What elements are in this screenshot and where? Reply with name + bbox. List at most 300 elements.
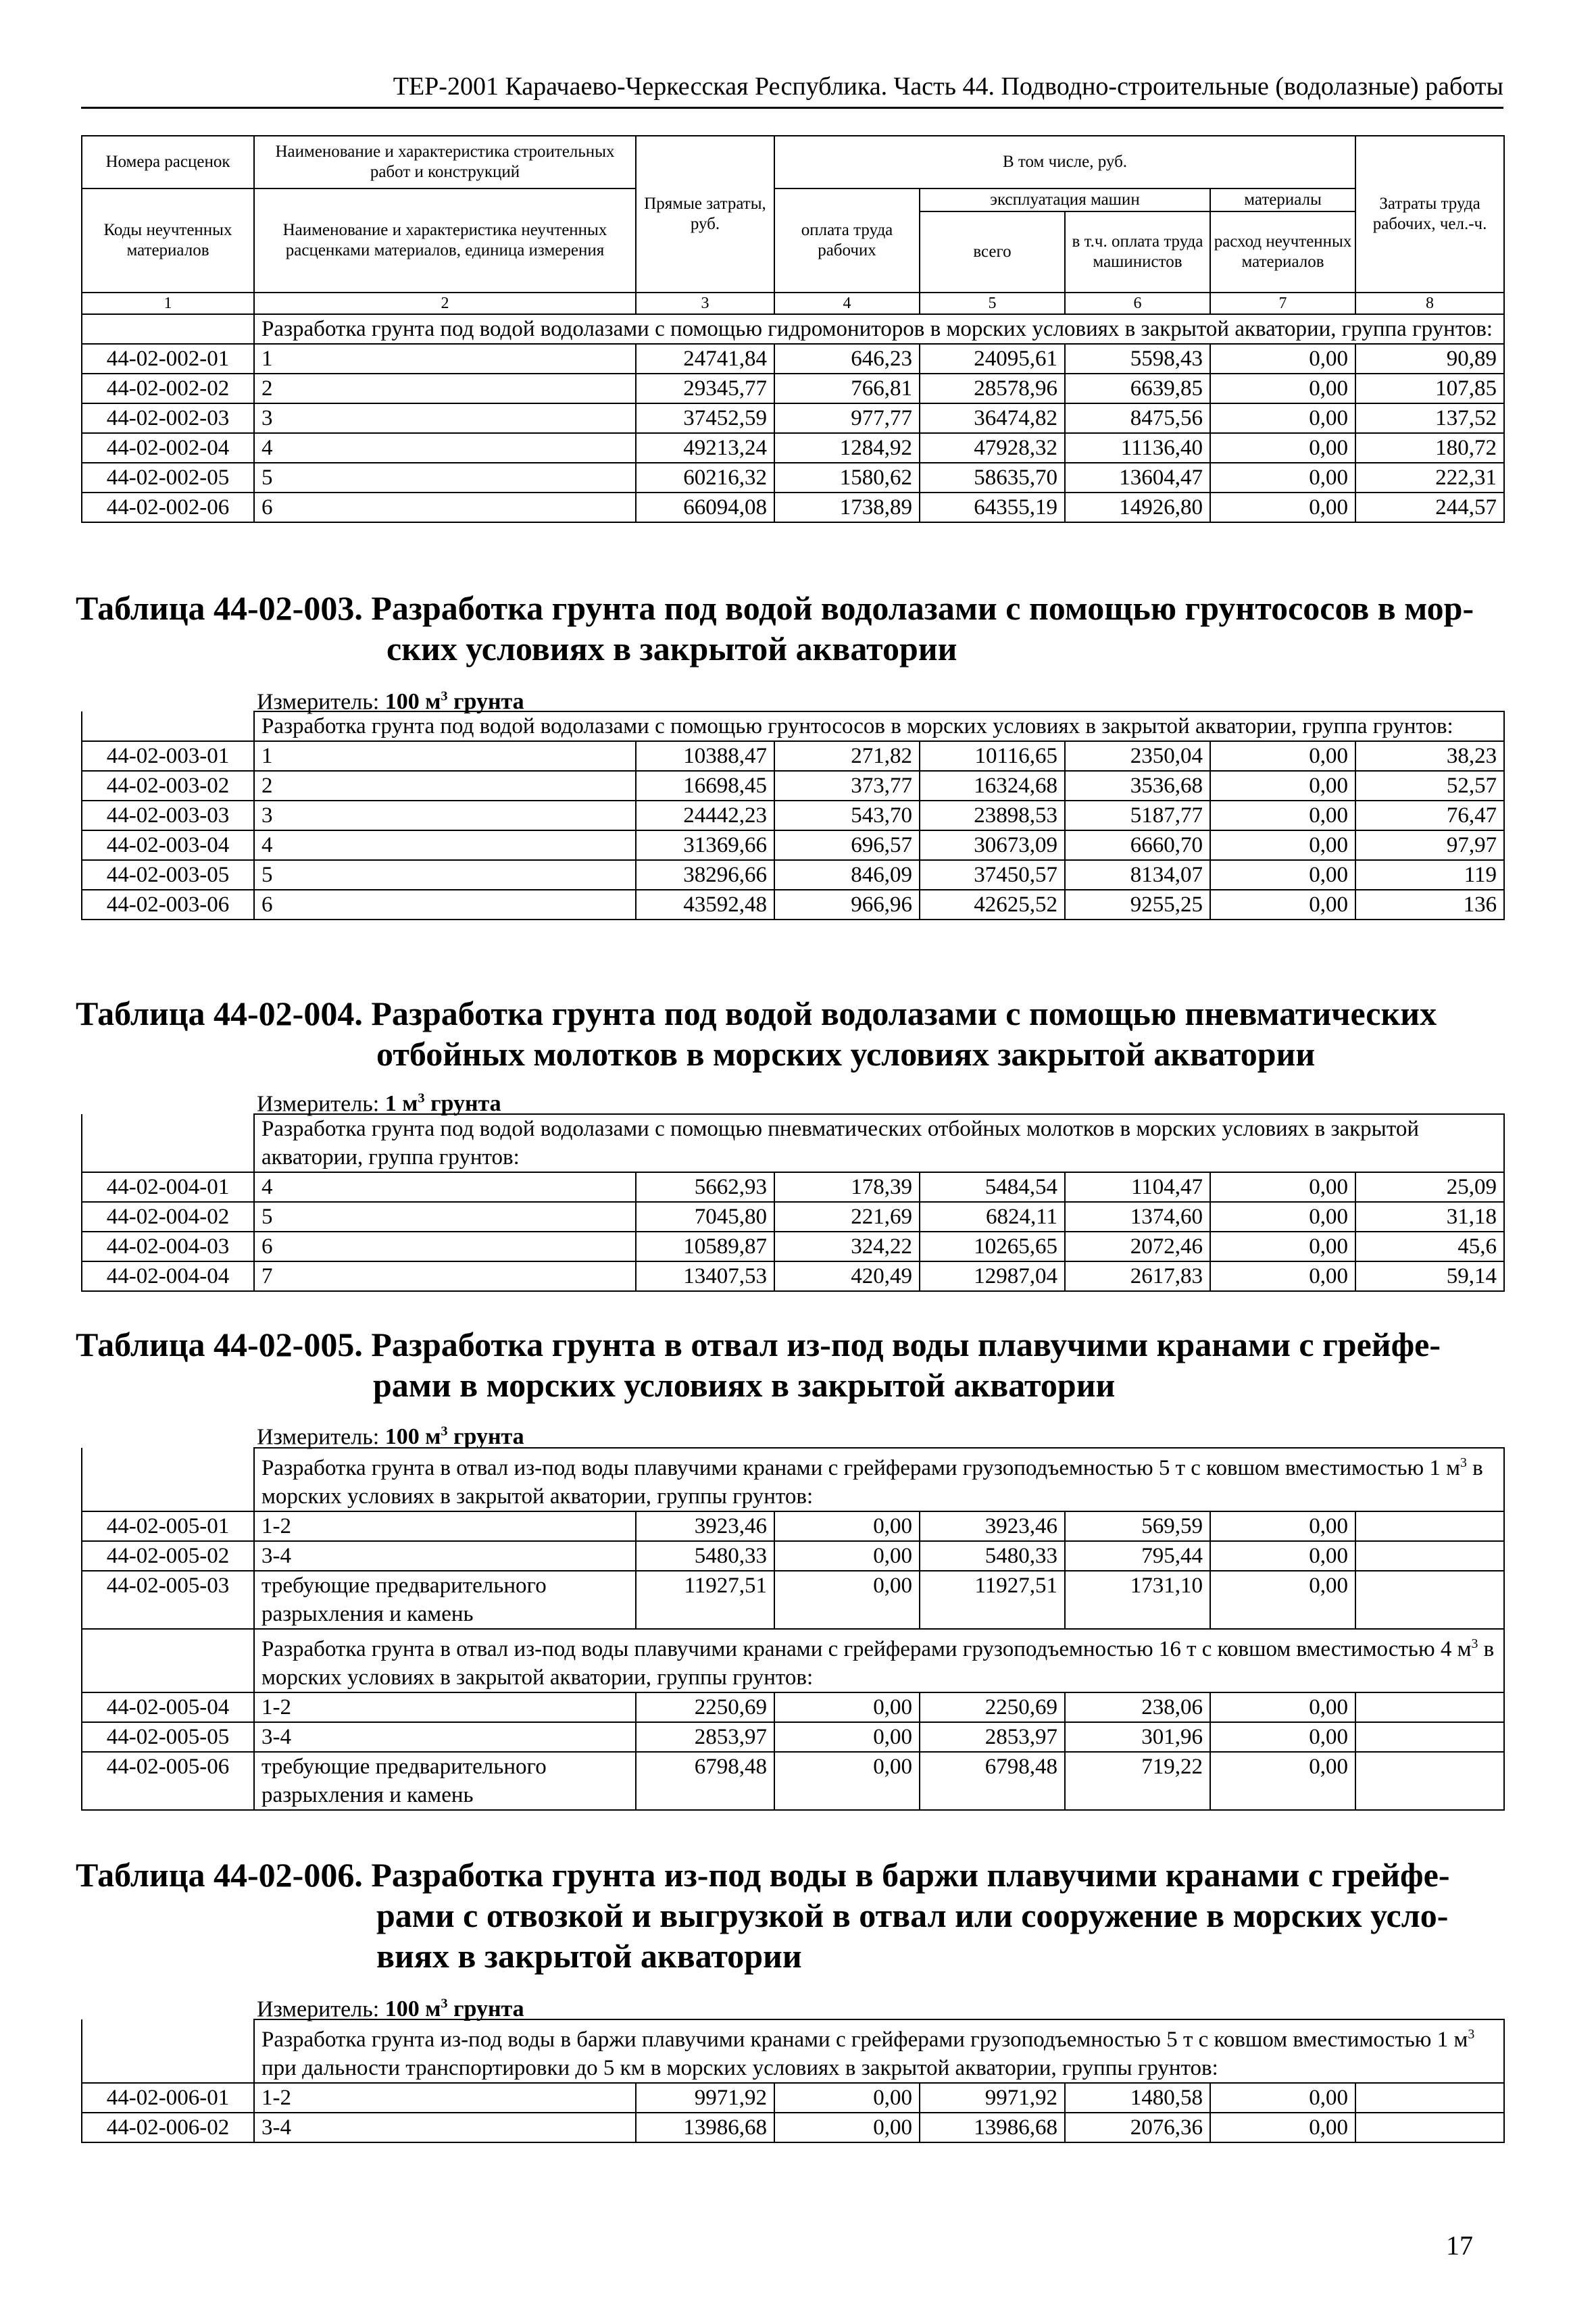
machines-labor-cell: 8134,07 <box>1065 860 1210 890</box>
materials-cell: 0,00 <box>1210 771 1355 801</box>
direct-costs-cell: 38296,66 <box>636 860 774 890</box>
labor-pay-cell: 696,57 <box>774 830 920 860</box>
rates-table-002 <box>81 135 1505 523</box>
direct-costs-cell: 10388,47 <box>636 741 774 771</box>
rate-code-cell: 44-02-004-04 <box>82 1261 254 1291</box>
work-group-cell: 4 <box>254 1172 636 1202</box>
measure-sup: 3 <box>441 1424 448 1439</box>
work-group-cell: 3 <box>254 801 636 830</box>
direct-costs-cell: 16698,45 <box>636 771 774 801</box>
group-row <box>82 1114 1504 1172</box>
rate-code-cell: 44-02-002-06 <box>82 493 254 522</box>
labor-pay-cell: 178,39 <box>774 1172 920 1202</box>
machines-total-cell: 23898,53 <box>920 801 1065 830</box>
labor-pay-cell: 646,23 <box>774 344 920 374</box>
materials-cell: 0,00 <box>1210 830 1355 860</box>
rate-code-cell: 44-02-004-01 <box>82 1172 254 1202</box>
page-header-title: ТЕР-2001 Карачаево-Черкесская Республика. Часть 44. Подводно-строительные (водолазные) работы <box>393 72 1503 101</box>
work-group-cell: 3-4 <box>254 1722 636 1752</box>
work-group-cell: 5 <box>254 1202 636 1232</box>
labor-hours-cell <box>1355 2083 1504 2113</box>
section-title-004 <box>76 993 1508 1074</box>
machines-labor-cell: 9255,25 <box>1065 890 1210 920</box>
rate-code-cell: 44-02-005-01 <box>82 1511 254 1541</box>
work-group-cell: требующие предварительного разрыхления и камень <box>254 1752 636 1810</box>
table-row <box>82 1511 1504 1541</box>
section-title-rest: рами в морских условиях в закрытой акватории <box>373 1366 1116 1404</box>
group-row <box>82 711 1504 741</box>
machines-labor-cell: 2350,04 <box>1065 741 1210 771</box>
labor-hours-cell: 59,14 <box>1355 1261 1504 1291</box>
labor-hours-cell <box>1355 2113 1504 2142</box>
header-materials <box>1210 188 1355 293</box>
direct-costs-cell: 31369,66 <box>636 830 774 860</box>
rate-code-cell: 44-02-005-03 <box>82 1571 254 1629</box>
measure-sup: 3 <box>418 1091 425 1106</box>
materials-cell: 0,00 <box>1210 1571 1355 1629</box>
labor-hours-cell: 119 <box>1355 860 1504 890</box>
section-title-rest: отбойных молотков в морских условиях закрытой акватории <box>376 1035 1316 1073</box>
direct-costs-cell: 6798,48 <box>636 1752 774 1810</box>
column-numbers-row <box>82 293 1504 314</box>
measure-unit: грунта <box>447 1996 524 2022</box>
machines-total-cell: 2250,69 <box>920 1692 1065 1722</box>
rates-table-005 <box>81 1447 1505 1811</box>
table-row <box>82 374 1504 403</box>
header-direct-costs: Прямые затраты, руб. <box>636 136 774 293</box>
labor-hours-cell <box>1355 1541 1504 1571</box>
column-number: 7 <box>1210 293 1355 314</box>
rows-004 <box>82 1172 1504 1291</box>
materials-cell: 0,00 <box>1210 1261 1355 1291</box>
work-group-cell: 2 <box>254 771 636 801</box>
table-row <box>82 830 1504 860</box>
column-number: 5 <box>920 293 1065 314</box>
labor-hours-cell: 38,23 <box>1355 741 1504 771</box>
machines-total-cell: 30673,09 <box>920 830 1065 860</box>
header-including: В том числе, руб. <box>774 136 1355 188</box>
machines-total-cell: 11927,51 <box>920 1571 1065 1629</box>
labor-hours-cell: 31,18 <box>1355 1202 1504 1232</box>
materials-cell: 0,00 <box>1210 860 1355 890</box>
table-row <box>82 433 1504 463</box>
work-group-cell: 1-2 <box>254 2083 636 2113</box>
materials-cell: 0,00 <box>1210 2113 1355 2142</box>
machines-labor-cell: 2076,36 <box>1065 2113 1210 2142</box>
labor-pay-cell: 1580,62 <box>774 463 920 493</box>
machines-total-cell: 58635,70 <box>920 463 1065 493</box>
table-row <box>82 463 1504 493</box>
materials-cell: 0,00 <box>1210 1752 1355 1810</box>
rate-code-cell: 44-02-003-06 <box>82 890 254 920</box>
labor-pay-cell: 0,00 <box>774 1752 920 1810</box>
labor-hours-cell: 244,57 <box>1355 493 1504 522</box>
header-machines-label: эксплуатация машин <box>920 189 1210 212</box>
measure-value: 100 м <box>384 1996 441 2022</box>
machines-total-cell: 42625,52 <box>920 890 1065 920</box>
machines-labor-cell: 1374,60 <box>1065 1202 1210 1232</box>
direct-costs-cell: 7045,80 <box>636 1202 774 1232</box>
group-text: Разработка грунта в отвал из-под воды плавучими кранами с грейферами грузоподъемностью 5 т с ковшом вместимостью 1 м <box>261 1456 1460 1480</box>
machines-labor-cell: 238,06 <box>1065 1692 1210 1722</box>
machines-total-cell: 47928,32 <box>920 433 1065 463</box>
labor-pay-cell: 221,69 <box>774 1202 920 1232</box>
measure-label: Измеритель: <box>257 689 385 715</box>
materials-cell: 0,00 <box>1210 1202 1355 1232</box>
labor-pay-cell: 271,82 <box>774 741 920 771</box>
work-group-cell: требующие предварительного разрыхления и камень <box>254 1571 636 1629</box>
direct-costs-cell: 2250,69 <box>636 1692 774 1722</box>
measure-value: 100 м <box>384 1424 441 1450</box>
section-title-lead: Таблица 44-02-006. Разработка грунта из-под воды в баржи плавучими кранами с грейфе- <box>76 1856 1450 1894</box>
header-materials-cons: расход неучтенных материалов <box>1214 232 1352 271</box>
group-row <box>82 314 1504 344</box>
materials-cell: 0,00 <box>1210 493 1355 522</box>
group-row-empty <box>82 1448 254 1511</box>
group-text: Разработка грунта в отвал из-под воды плавучими кранами с грейферами грузоподъемностью 16 т с ковшом вместимостью 4 м <box>261 1637 1472 1661</box>
machines-total-cell: 12987,04 <box>920 1261 1065 1291</box>
work-group-cell: 2 <box>254 374 636 403</box>
direct-costs-cell: 66094,08 <box>636 493 774 522</box>
rate-code-cell: 44-02-005-05 <box>82 1722 254 1752</box>
table-row <box>82 1261 1504 1291</box>
direct-costs-cell: 43592,48 <box>636 890 774 920</box>
materials-cell: 0,00 <box>1210 1722 1355 1752</box>
direct-costs-cell: 2853,97 <box>636 1722 774 1752</box>
group-text-end: в морских условиях в закрытой акватории, группы грунтов: <box>261 1456 1483 1509</box>
work-group-cell: 4 <box>254 830 636 860</box>
work-group-cell: 7 <box>254 1261 636 1291</box>
materials-cell: 0,00 <box>1210 2083 1355 2113</box>
machines-total-cell: 5484,54 <box>920 1172 1065 1202</box>
header-row-bottom <box>82 188 1504 293</box>
machines-total-cell: 6824,11 <box>920 1202 1065 1232</box>
column-number: 6 <box>1065 293 1210 314</box>
labor-hours-cell: 180,72 <box>1355 433 1504 463</box>
section-title-003 <box>76 588 1508 669</box>
measure-sup: 3 <box>441 689 448 704</box>
machines-labor-cell: 14926,80 <box>1065 493 1210 522</box>
materials-cell: 0,00 <box>1210 1232 1355 1261</box>
labor-pay-cell: 420,49 <box>774 1261 920 1291</box>
group-description: Разработка грунта под водой водолазами с помощью пневматических отбойных молотков в морских условиях в закрытой акватории, группа грунтов: <box>254 1114 1504 1172</box>
column-number: 1 <box>82 293 254 314</box>
group-sup: 3 <box>1468 2027 1475 2042</box>
work-group-cell: 3 <box>254 403 636 433</box>
work-group-cell: 6 <box>254 493 636 522</box>
group-sup: 3 <box>1460 1455 1467 1470</box>
group-text-end: при дальности транспортировки до 5 км в морских условиях в закрытой акватории, группы грунтов: <box>261 2056 1218 2080</box>
column-number: 2 <box>254 293 636 314</box>
rate-code-cell: 44-02-003-01 <box>82 741 254 771</box>
rate-code-cell: 44-02-002-04 <box>82 433 254 463</box>
table-row <box>82 771 1504 801</box>
labor-hours-cell: 45,6 <box>1355 1232 1504 1261</box>
section-title-rest: ских условиях в закрытой акватории <box>386 630 957 668</box>
materials-cell: 0,00 <box>1210 1541 1355 1571</box>
column-number: 4 <box>774 293 920 314</box>
labor-hours-cell <box>1355 1722 1504 1752</box>
machines-labor-cell: 3536,68 <box>1065 771 1210 801</box>
machines-labor-cell: 795,44 <box>1065 1541 1210 1571</box>
machines-labor-cell: 2617,83 <box>1065 1261 1210 1291</box>
rows-005-b <box>82 1692 1504 1810</box>
rates-table-006 <box>81 2019 1505 2143</box>
section-title-006 <box>76 1855 1508 1976</box>
machines-labor-cell: 301,96 <box>1065 1722 1210 1752</box>
labor-pay-cell: 0,00 <box>774 1692 920 1722</box>
group-row <box>82 1629 1504 1692</box>
labor-pay-cell: 766,81 <box>774 374 920 403</box>
rate-code-cell: 44-02-003-04 <box>82 830 254 860</box>
direct-costs-cell: 37452,59 <box>636 403 774 433</box>
header-material-codes: Коды неучтенных материалов <box>82 188 254 293</box>
table-row <box>82 1752 1504 1810</box>
measure-label: Измеритель: <box>257 1091 385 1117</box>
measure-sup: 3 <box>441 1996 448 2011</box>
group-description <box>254 2019 1504 2083</box>
labor-hours-cell <box>1355 1752 1504 1810</box>
header-work-name: Наименование и характеристика строительных работ и конструкций <box>254 136 636 188</box>
materials-cell: 0,00 <box>1210 890 1355 920</box>
materials-cell: 0,00 <box>1210 1511 1355 1541</box>
machines-labor-cell: 1731,10 <box>1065 1571 1210 1629</box>
direct-costs-cell: 11927,51 <box>636 1571 774 1629</box>
labor-pay-cell: 324,22 <box>774 1232 920 1261</box>
work-group-cell: 1-2 <box>254 1692 636 1722</box>
labor-pay-cell: 373,77 <box>774 771 920 801</box>
direct-costs-cell: 49213,24 <box>636 433 774 463</box>
labor-pay-cell: 0,00 <box>774 1511 920 1541</box>
group-description <box>254 1448 1504 1511</box>
machines-labor-cell: 6660,70 <box>1065 830 1210 860</box>
rate-code-cell: 44-02-006-02 <box>82 2113 254 2142</box>
direct-costs-cell: 5480,33 <box>636 1541 774 1571</box>
labor-hours-cell <box>1355 1511 1504 1541</box>
header-row-top <box>82 136 1504 188</box>
labor-hours-cell: 52,57 <box>1355 771 1504 801</box>
measure-unit: грунта <box>447 689 524 715</box>
rate-code-cell: 44-02-003-03 <box>82 801 254 830</box>
rates-table-003 <box>81 711 1505 920</box>
measure-unit: грунта <box>447 1424 524 1450</box>
work-group-cell: 4 <box>254 433 636 463</box>
work-group-cell: 1 <box>254 344 636 374</box>
table-row <box>82 1692 1504 1722</box>
materials-cell: 0,00 <box>1210 1692 1355 1722</box>
column-number: 3 <box>636 293 774 314</box>
machines-labor-cell: 1104,47 <box>1065 1172 1210 1202</box>
machines-total-cell: 24095,61 <box>920 344 1065 374</box>
labor-hours-cell: 97,97 <box>1355 830 1504 860</box>
header-machines <box>920 188 1210 293</box>
machines-labor-cell: 719,22 <box>1065 1752 1210 1810</box>
group-description: Разработка грунта под водой водолазами с помощью грунтососов в морских условиях в закрытой акватории, группа грунтов: <box>254 711 1504 741</box>
rows-002 <box>82 344 1504 522</box>
measure-value: 1 м <box>384 1091 418 1117</box>
machines-total-cell: 28578,96 <box>920 374 1065 403</box>
labor-hours-cell: 25,09 <box>1355 1172 1504 1202</box>
direct-costs-cell: 13986,68 <box>636 2113 774 2142</box>
materials-cell: 0,00 <box>1210 463 1355 493</box>
table-row <box>82 1202 1504 1232</box>
labor-hours-cell: 137,52 <box>1355 403 1504 433</box>
labor-hours-cell <box>1355 1692 1504 1722</box>
materials-cell: 0,00 <box>1210 374 1355 403</box>
table-row <box>82 1541 1504 1571</box>
group-row-empty <box>82 1629 254 1692</box>
direct-costs-cell: 13407,53 <box>636 1261 774 1291</box>
labor-hours-cell: 222,31 <box>1355 463 1504 493</box>
machines-total-cell: 36474,82 <box>920 403 1065 433</box>
machines-total-cell: 64355,19 <box>920 493 1065 522</box>
page-number: 17 <box>1446 2230 1473 2261</box>
work-group-cell: 1 <box>254 741 636 771</box>
group-row-empty <box>82 314 254 344</box>
header-material-name: Наименование и характеристика неучтенных расценками материалов, единица измерения <box>254 188 636 293</box>
work-group-cell: 6 <box>254 1232 636 1261</box>
section-title-rest: рами с отвозкой и выгрузкой в отвал или сооружение в морских усло- <box>376 1896 1449 1934</box>
work-group-cell: 3-4 <box>254 2113 636 2142</box>
table-row <box>82 344 1504 374</box>
rate-code-cell: 44-02-006-01 <box>82 2083 254 2113</box>
table-row <box>82 2083 1504 2113</box>
rate-code-cell: 44-02-002-05 <box>82 463 254 493</box>
machines-labor-cell: 11136,40 <box>1065 433 1210 463</box>
section-title-lead: Таблица 44-02-004. Разработка грунта под водой водолазами с помощью пневматических <box>76 995 1437 1032</box>
table-row <box>82 741 1504 771</box>
labor-pay-cell: 0,00 <box>774 1541 920 1571</box>
machines-total-cell: 5480,33 <box>920 1541 1065 1571</box>
labor-hours-cell: 90,89 <box>1355 344 1504 374</box>
machines-labor-cell: 2072,46 <box>1065 1232 1210 1261</box>
rate-code-cell: 44-02-003-05 <box>82 860 254 890</box>
group-row-empty <box>82 2019 254 2083</box>
labor-pay-cell: 977,77 <box>774 403 920 433</box>
direct-costs-cell: 24741,84 <box>636 344 774 374</box>
labor-pay-cell: 966,96 <box>774 890 920 920</box>
labor-pay-cell: 846,09 <box>774 860 920 890</box>
rate-code-cell: 44-02-004-03 <box>82 1232 254 1261</box>
header-rate-numbers: Номера расценок <box>82 136 254 188</box>
section-title-005 <box>76 1324 1508 1405</box>
machines-total-cell: 3923,46 <box>920 1511 1065 1541</box>
direct-costs-cell: 24442,23 <box>636 801 774 830</box>
materials-cell: 0,00 <box>1210 1172 1355 1202</box>
machines-labor-cell: 5598,43 <box>1065 344 1210 374</box>
table-row <box>82 801 1504 830</box>
table-row <box>82 860 1504 890</box>
header-machines-labor: в т.ч. оплата труда машинистов <box>1072 232 1203 271</box>
table-row <box>82 890 1504 920</box>
machines-total-cell: 10265,65 <box>920 1232 1065 1261</box>
rate-code-cell: 44-02-004-02 <box>82 1202 254 1232</box>
table-row <box>82 2113 1504 2142</box>
measure-value: 100 м <box>384 689 441 715</box>
labor-pay-cell: 1284,92 <box>774 433 920 463</box>
machines-total-cell: 16324,68 <box>920 771 1065 801</box>
direct-costs-cell: 9971,92 <box>636 2083 774 2113</box>
rate-code-cell: 44-02-002-03 <box>82 403 254 433</box>
machines-labor-cell: 6639,85 <box>1065 374 1210 403</box>
labor-pay-cell: 1738,89 <box>774 493 920 522</box>
materials-cell: 0,00 <box>1210 344 1355 374</box>
rows-003 <box>82 741 1504 920</box>
group-text: Разработка грунта из-под воды в баржи плавучими кранами с грейферами грузоподъемностью 5 т с ковшом вместимостью 1 м <box>261 2028 1468 2052</box>
labor-pay-cell: 0,00 <box>774 1571 920 1629</box>
group-text-end: в морских условиях в закрытой акватории, группы грунтов: <box>261 1637 1495 1690</box>
measure-label: Измеритель: <box>257 1996 385 2022</box>
section-title-lead: Таблица 44-02-003. Разработка грунта под водой водолазами с помощью грунтососов в мор- <box>76 589 1474 627</box>
table-row <box>82 403 1504 433</box>
rows-006 <box>82 2083 1504 2142</box>
labor-pay-cell: 0,00 <box>774 1722 920 1752</box>
machines-labor-cell: 5187,77 <box>1065 801 1210 830</box>
labor-hours-cell: 107,85 <box>1355 374 1504 403</box>
machines-labor-cell: 13604,47 <box>1065 463 1210 493</box>
direct-costs-cell: 10589,87 <box>636 1232 774 1261</box>
labor-pay-cell: 543,70 <box>774 801 920 830</box>
machines-labor-cell: 8475,56 <box>1065 403 1210 433</box>
table-row <box>82 493 1504 522</box>
group-row-empty <box>82 711 254 741</box>
direct-costs-cell: 29345,77 <box>636 374 774 403</box>
table-row <box>82 1722 1504 1752</box>
labor-hours-cell <box>1355 1571 1504 1629</box>
work-group-cell: 3-4 <box>254 1541 636 1571</box>
direct-costs-cell: 60216,32 <box>636 463 774 493</box>
rate-code-cell: 44-02-002-01 <box>82 344 254 374</box>
machines-total-cell: 9971,92 <box>920 2083 1065 2113</box>
rate-code-cell: 44-02-005-04 <box>82 1692 254 1722</box>
materials-cell: 0,00 <box>1210 801 1355 830</box>
work-group-cell: 6 <box>254 890 636 920</box>
machines-total-cell: 6798,48 <box>920 1752 1065 1810</box>
labor-hours-cell: 76,47 <box>1355 801 1504 830</box>
header-labor-pay: оплата труда рабочих <box>774 188 920 293</box>
direct-costs-cell: 3923,46 <box>636 1511 774 1541</box>
work-group-cell: 5 <box>254 463 636 493</box>
section-title-lead: Таблица 44-02-005. Разработка грунта в отвал из-под воды плавучими кранами с грейфе- <box>76 1326 1441 1363</box>
machines-total-cell: 37450,57 <box>920 860 1065 890</box>
rates-table-004 <box>81 1113 1505 1292</box>
group-row <box>82 2019 1504 2083</box>
table-row <box>82 1232 1504 1261</box>
rows-005-a <box>82 1511 1504 1629</box>
table-row <box>82 1172 1504 1202</box>
group-row <box>82 1448 1504 1511</box>
labor-pay-cell: 0,00 <box>774 2083 920 2113</box>
measure-unit: грунта <box>424 1091 501 1117</box>
direct-costs-cell: 5662,93 <box>636 1172 774 1202</box>
header-machines-total: всего <box>920 212 1066 292</box>
materials-cell: 0,00 <box>1210 433 1355 463</box>
machines-total-cell: 10116,65 <box>920 741 1065 771</box>
rate-code-cell: 44-02-003-02 <box>82 771 254 801</box>
group-row-empty <box>82 1114 254 1172</box>
machines-total-cell: 13986,68 <box>920 2113 1065 2142</box>
group-sup: 3 <box>1471 1636 1478 1651</box>
rate-code-cell: 44-02-005-06 <box>82 1752 254 1810</box>
machines-labor-cell: 1480,58 <box>1065 2083 1210 2113</box>
materials-cell: 0,00 <box>1210 741 1355 771</box>
materials-cell: 0,00 <box>1210 403 1355 433</box>
header-materials-label: материалы <box>1211 189 1355 212</box>
labor-hours-cell: 136 <box>1355 890 1504 920</box>
table-row <box>82 1571 1504 1629</box>
group-description <box>254 1629 1504 1692</box>
labor-pay-cell: 0,00 <box>774 2113 920 2142</box>
